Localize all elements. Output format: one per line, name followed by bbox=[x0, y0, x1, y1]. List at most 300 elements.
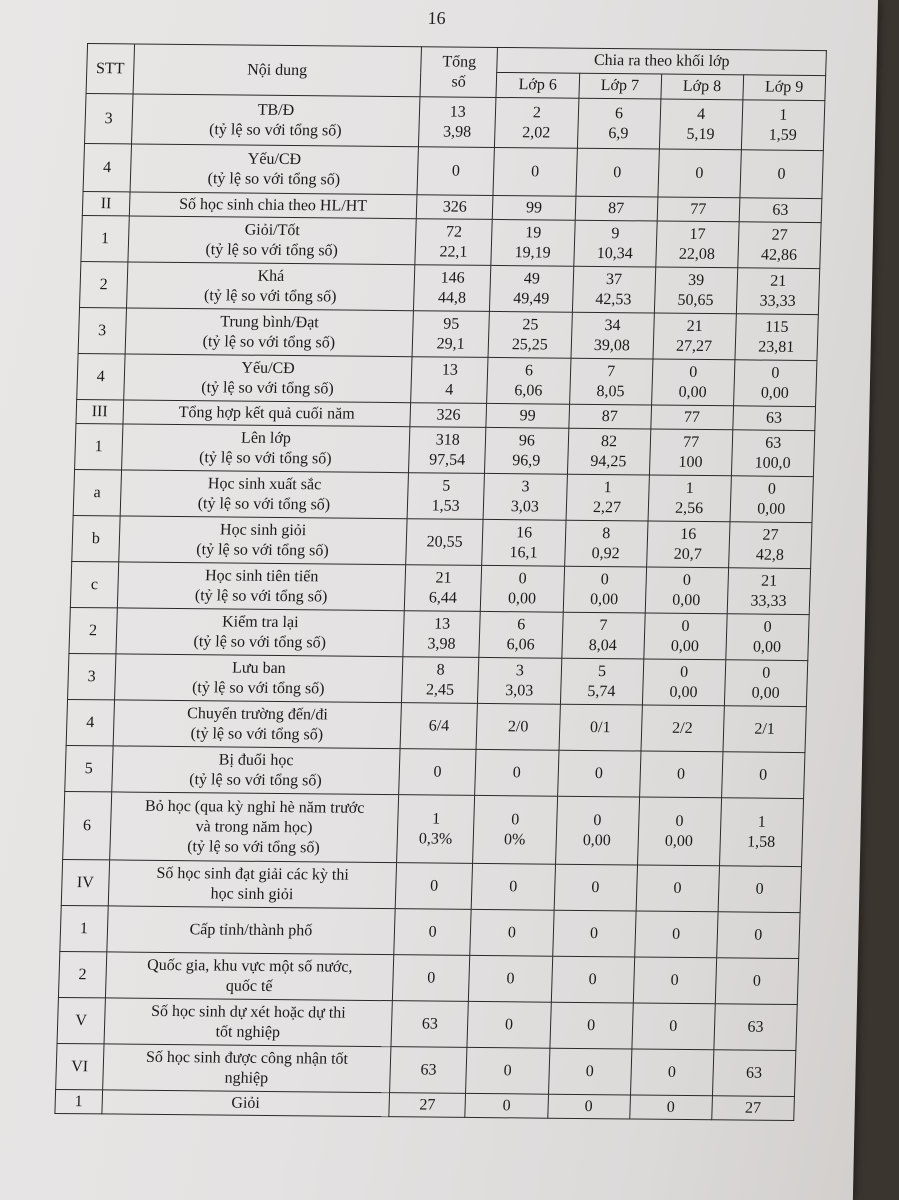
row-total-value: 326 bbox=[442, 197, 468, 216]
table-row bbox=[58, 951, 798, 1004]
table-row bbox=[60, 905, 800, 958]
header-grade-7: Lớp 7 bbox=[578, 73, 661, 99]
row-grade-value: 63 bbox=[765, 434, 782, 452]
row-content bbox=[104, 998, 393, 1047]
row-total bbox=[404, 565, 482, 612]
row-grade-7 bbox=[548, 1048, 632, 1095]
row-grade-7 bbox=[567, 428, 651, 475]
row-grade-6 bbox=[481, 565, 565, 612]
row-total bbox=[392, 955, 470, 1002]
row-total-value: 29,1 bbox=[436, 334, 465, 353]
row-grade-value: 87 bbox=[601, 407, 619, 425]
row-stt: 4 bbox=[77, 353, 125, 399]
row-total-value: 0 bbox=[429, 877, 439, 895]
row-grade-8 bbox=[629, 1095, 712, 1120]
row-total-value: 0,3% bbox=[418, 829, 453, 848]
row-total-value: 5 bbox=[442, 477, 451, 495]
header-grade-8: Lớp 8 bbox=[661, 74, 744, 100]
row-stt: 3 bbox=[85, 94, 133, 144]
row-content-line: (tỷ lệ so với tổng số) bbox=[196, 540, 330, 559]
row-total-value: 27 bbox=[419, 1095, 436, 1114]
row-content bbox=[130, 144, 419, 195]
row-grade-value: 0/1 bbox=[589, 718, 611, 736]
row-total bbox=[409, 427, 487, 474]
row-grade-value: 0 bbox=[502, 1096, 511, 1114]
row-grade-value: 49 bbox=[523, 269, 541, 287]
row-grade-value: 0,00 bbox=[760, 384, 790, 402]
row-grade-value: 1 bbox=[757, 813, 766, 831]
row-grade-6 bbox=[466, 1047, 550, 1094]
row-grade-value: 96,9 bbox=[512, 451, 541, 469]
row-grade-value: 1,59 bbox=[768, 126, 797, 144]
row-content-line: Chuyển trường đến/đi bbox=[186, 704, 329, 723]
row-grade-value: 6 bbox=[517, 615, 526, 633]
row-grade-9 bbox=[741, 100, 825, 151]
row-grade-9 bbox=[739, 198, 822, 223]
row-content bbox=[121, 424, 410, 473]
row-content-line: tốt nghiệp bbox=[215, 1022, 281, 1041]
row-total-value: 21 bbox=[435, 568, 452, 587]
row-grade-7 bbox=[573, 220, 657, 267]
row-content-line: Kiểm tra lại bbox=[221, 612, 299, 631]
row-grade-value: 6 bbox=[614, 104, 624, 122]
row-grade-value: 0 bbox=[681, 617, 690, 635]
row-stt: 1 bbox=[75, 423, 123, 469]
row-grade-value: 0 bbox=[676, 765, 686, 783]
row-content-line: (tỷ lệ so với tổng số) bbox=[202, 332, 336, 351]
row-total bbox=[397, 795, 475, 864]
row-grade-value: 0 bbox=[679, 663, 689, 681]
row-total bbox=[390, 1047, 468, 1094]
row-grade-value: 0,00 bbox=[751, 684, 780, 702]
row-content bbox=[118, 516, 407, 565]
row-grade-value: 0 bbox=[588, 970, 597, 988]
row-content-line: Học sinh giỏi bbox=[219, 520, 307, 539]
row-grade-9 bbox=[730, 476, 814, 523]
row-grade-9 bbox=[736, 268, 820, 315]
row-grade-9 bbox=[712, 1050, 796, 1097]
row-content-line: (tỷ lệ so với tổng số) bbox=[189, 770, 322, 789]
row-grade-value: 8,04 bbox=[588, 636, 618, 654]
row-content-line: Số học sinh chia theo HL/HT bbox=[178, 195, 368, 215]
row-grade-9 bbox=[731, 430, 815, 477]
row-grade-9 bbox=[714, 1004, 798, 1051]
row-grade-value: 39 bbox=[687, 271, 705, 289]
row-grade-6 bbox=[476, 703, 560, 750]
row-grade-value: 0 bbox=[600, 570, 610, 588]
row-content-line: Lên lớp bbox=[240, 429, 292, 447]
row-grade-8 bbox=[658, 149, 742, 198]
row-content-line: Cấp tỉnh/thành phố bbox=[189, 920, 313, 939]
row-total bbox=[417, 147, 495, 196]
table-row bbox=[78, 307, 818, 360]
table-row bbox=[69, 607, 809, 660]
row-total-value: 2,45 bbox=[425, 680, 455, 699]
table-row bbox=[72, 515, 812, 568]
row-stt: 1 bbox=[55, 1089, 102, 1113]
row-total bbox=[414, 265, 492, 312]
row-grade-8 bbox=[657, 197, 740, 222]
row-grade-value: 33,33 bbox=[759, 292, 796, 310]
row-grade-value: 87 bbox=[607, 199, 625, 217]
row-total-value: 0 bbox=[451, 162, 461, 180]
row-content-line: Bị đuổi học bbox=[218, 750, 294, 769]
row-grade-value: 1 bbox=[685, 479, 694, 497]
row-grade-7 bbox=[554, 864, 638, 911]
row-content-line: Yếu/CĐ bbox=[241, 359, 296, 377]
row-stt: VI bbox=[56, 1043, 104, 1089]
row-content-line: Trung bình/Đạt bbox=[219, 312, 320, 331]
row-content-line: (tỷ lệ so với tổng số) bbox=[205, 240, 339, 259]
row-total bbox=[399, 749, 477, 796]
row-grade-9 bbox=[727, 568, 811, 615]
table-body bbox=[55, 94, 825, 1121]
header-total bbox=[420, 47, 498, 98]
table-row bbox=[77, 353, 817, 406]
row-content-line: Giỏi/Tốt bbox=[244, 221, 301, 239]
row-grade-9 bbox=[733, 360, 817, 407]
row-stt: 4 bbox=[83, 144, 131, 192]
row-grade-value: 1 bbox=[603, 478, 612, 496]
row-total bbox=[419, 97, 497, 148]
row-stt: 3 bbox=[78, 307, 126, 353]
row-content-line: Số học sinh được công nhận tốt bbox=[145, 1048, 349, 1068]
row-grade-8 bbox=[645, 567, 729, 614]
row-total-value: 63 bbox=[421, 1014, 439, 1033]
row-content bbox=[102, 1090, 390, 1117]
row-total-value: 8 bbox=[436, 661, 445, 679]
row-grade-value: 0,00 bbox=[752, 638, 782, 656]
row-content bbox=[116, 608, 405, 657]
table-row bbox=[65, 745, 805, 798]
row-grade-value: 94,25 bbox=[590, 452, 627, 470]
row-grade-9 bbox=[718, 866, 802, 913]
row-grade-value: 0,00 bbox=[670, 637, 700, 655]
header-total-line2: số bbox=[451, 73, 467, 91]
row-grade-value: 63 bbox=[765, 409, 783, 427]
row-grade-value: 0 bbox=[671, 925, 681, 943]
row-content-line: (tỷ lệ so với tổng số) bbox=[193, 632, 327, 651]
row-grade-value: 0,00 bbox=[669, 683, 698, 701]
row-grade-6 bbox=[486, 403, 569, 428]
row-grade-8 bbox=[634, 911, 718, 958]
row-content bbox=[131, 94, 420, 147]
row-grade-value: 0 bbox=[594, 764, 604, 782]
row-grade-6 bbox=[493, 195, 576, 220]
row-total-value: 1 bbox=[431, 810, 441, 828]
row-grade-value: 22,08 bbox=[678, 245, 716, 263]
row-grade-value: 16,1 bbox=[509, 543, 538, 561]
row-content-line: nghiệp bbox=[224, 1069, 269, 1087]
row-grade-value: 27,27 bbox=[675, 337, 713, 355]
row-grade-value: 42,86 bbox=[760, 246, 798, 264]
row-total-value: 63 bbox=[420, 1060, 437, 1079]
row-total-value: 95 bbox=[443, 314, 460, 333]
row-stt: 6 bbox=[63, 791, 112, 859]
table-row bbox=[75, 423, 815, 476]
row-grade-value: 42,8 bbox=[755, 546, 785, 564]
row-grade-8 bbox=[637, 797, 721, 866]
row-grade-value: 4 bbox=[696, 105, 706, 123]
row-grade-value: 0 bbox=[612, 163, 622, 181]
row-content-line: TB/Đ bbox=[257, 101, 295, 119]
row-total-value: 20,55 bbox=[426, 532, 463, 551]
row-grade-value: 0 bbox=[666, 1098, 676, 1116]
row-total-value: 0 bbox=[433, 763, 442, 781]
row-grade-value: 6,9 bbox=[608, 124, 629, 142]
row-total-value: 0 bbox=[427, 968, 436, 987]
row-grade-value: 2/2 bbox=[671, 719, 693, 737]
row-grade-value: 3,03 bbox=[510, 497, 540, 515]
row-grade-value: 23,81 bbox=[757, 338, 795, 356]
row-grade-value: 0 bbox=[504, 1015, 514, 1033]
row-grade-value: 2,27 bbox=[592, 498, 622, 516]
table-row bbox=[61, 859, 801, 912]
row-grade-value: 0 bbox=[593, 811, 602, 829]
row-grade-value: 3 bbox=[515, 661, 525, 679]
row-total bbox=[410, 403, 487, 428]
row-grade-8 bbox=[653, 313, 737, 360]
row-grade-8 bbox=[630, 1049, 714, 1096]
row-content bbox=[125, 308, 414, 357]
row-grade-value: 42,53 bbox=[595, 290, 632, 308]
row-grade-6 bbox=[472, 863, 556, 910]
row-grade-value: 115 bbox=[764, 318, 789, 336]
row-grade-6 bbox=[488, 311, 572, 358]
row-grade-6 bbox=[491, 219, 575, 266]
row-grade-9 bbox=[716, 912, 800, 959]
row-grade-6 bbox=[465, 1093, 548, 1118]
row-stt: 2 bbox=[69, 607, 117, 653]
row-content-line: Giỏi bbox=[231, 1094, 261, 1112]
row-grade-value: 0 bbox=[695, 164, 704, 182]
header-grade-split: Chia ra theo khối lớp bbox=[497, 47, 826, 75]
row-total bbox=[412, 311, 490, 358]
row-stt: a bbox=[73, 469, 121, 515]
row-grade-value: 63 bbox=[745, 1064, 763, 1082]
row-stt: 2 bbox=[80, 261, 128, 307]
row-grade-value: 77 bbox=[683, 408, 701, 426]
row-grade-value: 0 bbox=[667, 1063, 677, 1081]
table-row bbox=[63, 791, 804, 866]
row-grade-value: 7 bbox=[599, 616, 608, 634]
row-grade-value: 0 bbox=[586, 1016, 596, 1034]
row-total-value: 146 bbox=[440, 268, 465, 287]
header-total-line1: Tổng bbox=[442, 52, 477, 71]
row-grade-value: 3,03 bbox=[505, 681, 534, 699]
row-content bbox=[126, 262, 415, 311]
row-grade-8 bbox=[649, 429, 733, 476]
row-grade-7 bbox=[552, 910, 636, 957]
row-content-line: Học sinh xuất sắc bbox=[207, 474, 322, 493]
row-content bbox=[123, 354, 412, 403]
row-grade-6 bbox=[485, 427, 569, 474]
row-grade-value: 19,19 bbox=[514, 243, 551, 262]
row-grade-value: 96 bbox=[518, 431, 536, 449]
row-total bbox=[389, 1093, 466, 1118]
row-grade-6 bbox=[479, 611, 563, 658]
row-grade-value: 0 bbox=[584, 1097, 593, 1115]
row-content bbox=[111, 746, 400, 795]
row-grade-value: 0 bbox=[777, 165, 786, 183]
row-total bbox=[406, 519, 484, 566]
row-content bbox=[108, 860, 397, 909]
row-grade-value: 2/0 bbox=[507, 717, 529, 735]
row-content-line: và trong năm học) bbox=[195, 817, 313, 836]
row-total-value: 97,54 bbox=[428, 450, 466, 469]
row-content-line: Yếu/CĐ bbox=[247, 150, 302, 168]
row-total-value: 6,44 bbox=[428, 588, 458, 607]
row-grade-value: 99 bbox=[525, 198, 543, 216]
row-grade-value: 0 bbox=[755, 880, 764, 898]
row-grade-7 bbox=[564, 520, 648, 567]
row-content bbox=[105, 952, 394, 1001]
table-row bbox=[68, 653, 808, 706]
row-grade-7 bbox=[563, 566, 647, 613]
row-grade-value: 0,00 bbox=[672, 591, 701, 609]
row-total-value: 318 bbox=[435, 430, 460, 449]
row-grade-value: 21 bbox=[760, 572, 778, 590]
row-grade-value: 0 bbox=[669, 1017, 678, 1035]
row-grade-value: 27 bbox=[744, 1099, 762, 1117]
row-total bbox=[411, 357, 489, 404]
row-content bbox=[113, 700, 402, 749]
row-grade-7 bbox=[566, 474, 650, 521]
row-grade-value: 0 bbox=[509, 877, 518, 895]
row-grade-value: 8 bbox=[601, 524, 611, 542]
row-grade-9 bbox=[740, 150, 824, 199]
row-grade-7 bbox=[551, 956, 635, 1003]
row-grade-value: 49,49 bbox=[512, 289, 550, 307]
row-content-line: (tỷ lệ so với tổng số) bbox=[197, 494, 331, 513]
row-total-value: 6/4 bbox=[428, 716, 450, 735]
table-row bbox=[80, 261, 820, 314]
row-total-value: 3,98 bbox=[427, 634, 456, 653]
row-grade-value: 100 bbox=[678, 453, 703, 471]
row-total bbox=[400, 703, 478, 750]
row-grade-value: 0 bbox=[763, 618, 772, 636]
row-grade-8 bbox=[643, 613, 727, 660]
row-grade-7 bbox=[547, 1094, 630, 1119]
row-grade-value: 0,00 bbox=[507, 589, 537, 607]
row-grade-8 bbox=[639, 751, 723, 798]
row-grade-value: 0 bbox=[506, 969, 515, 987]
row-total-value: 3,98 bbox=[442, 122, 472, 141]
row-content bbox=[102, 1044, 391, 1093]
row-grade-value: 0,00 bbox=[589, 590, 619, 608]
row-grade-9 bbox=[712, 1096, 795, 1121]
row-total bbox=[394, 909, 472, 956]
row-grade-value: 6 bbox=[524, 361, 534, 379]
row-grade-value: 0,00 bbox=[664, 832, 694, 850]
header-grade-9: Lớp 9 bbox=[743, 75, 826, 101]
page-number: 16 bbox=[427, 8, 446, 28]
header-grade-6: Lớp 6 bbox=[496, 72, 579, 98]
row-grade-value: 0% bbox=[503, 830, 526, 848]
row-grade-value: 21 bbox=[770, 272, 787, 290]
row-total bbox=[407, 473, 485, 520]
row-total-value: 0 bbox=[428, 922, 437, 941]
row-grade-6 bbox=[495, 97, 579, 148]
row-content bbox=[128, 216, 417, 265]
row-grade-8 bbox=[632, 1003, 716, 1050]
row-grade-value: 16 bbox=[680, 525, 697, 543]
row-content-line: Quốc gia, khu vực một số nước, bbox=[146, 956, 353, 976]
row-total-value: 13 bbox=[441, 360, 459, 379]
row-grade-value: 0 bbox=[752, 972, 762, 990]
row-grade-value: 63 bbox=[772, 201, 789, 219]
row-content-line: Lưu ban bbox=[231, 659, 286, 677]
row-stt: IV bbox=[61, 859, 109, 905]
row-grade-value: 50,65 bbox=[677, 291, 714, 309]
row-grade-value: 2/1 bbox=[754, 720, 776, 738]
row-grade-6 bbox=[467, 1001, 551, 1048]
row-stt: 3 bbox=[68, 653, 116, 699]
row-total-value: 13 bbox=[449, 102, 466, 121]
row-grade-9 bbox=[728, 522, 812, 569]
row-grade-6 bbox=[482, 519, 566, 566]
row-grade-value: 0 bbox=[518, 569, 527, 587]
row-content-line: (tỷ lệ so với tổng số) bbox=[186, 837, 320, 856]
row-grade-value: 0 bbox=[530, 162, 540, 180]
row-grade-7 bbox=[570, 312, 654, 359]
row-grade-7 bbox=[555, 796, 639, 865]
row-grade-8 bbox=[641, 705, 725, 752]
row-grade-value: 9 bbox=[611, 224, 620, 242]
row-grade-8 bbox=[655, 221, 739, 268]
row-content-line: (tỷ lệ so với tổng số) bbox=[194, 586, 328, 605]
row-grade-value: 27 bbox=[762, 526, 779, 544]
header-content: Nội dung bbox=[133, 44, 422, 97]
row-content-line: quốc tế bbox=[225, 977, 273, 995]
table-row bbox=[83, 144, 823, 199]
row-content-line: (tỷ lệ so với tổng số) bbox=[207, 169, 341, 188]
row-grade-9 bbox=[724, 660, 808, 707]
row-content bbox=[129, 192, 417, 219]
row-grade-value: 0 bbox=[767, 480, 777, 498]
row-grade-value: 27 bbox=[771, 226, 788, 244]
row-grade-6 bbox=[473, 795, 557, 864]
row-grade-7 bbox=[568, 404, 651, 429]
row-total bbox=[391, 1001, 469, 1048]
row-grade-7 bbox=[557, 750, 641, 797]
row-grade-7 bbox=[569, 358, 653, 405]
row-grade-value: 17 bbox=[689, 225, 706, 243]
row-content-line: (tỷ lệ so với tổng số) bbox=[208, 120, 342, 139]
row-total-value: 22,1 bbox=[439, 242, 468, 261]
row-grade-value: 0 bbox=[591, 878, 600, 896]
row-grade-value: 33,33 bbox=[750, 592, 787, 610]
row-grade-9 bbox=[733, 406, 816, 431]
row-grade-value: 0 bbox=[511, 810, 520, 828]
row-grade-value: 2,02 bbox=[522, 123, 551, 141]
row-grade-7 bbox=[560, 658, 644, 705]
row-grade-8 bbox=[642, 659, 726, 706]
row-grade-value: 0 bbox=[754, 926, 763, 944]
row-grade-value: 2 bbox=[532, 103, 542, 121]
row-grade-7 bbox=[575, 148, 659, 197]
row-grade-6 bbox=[487, 357, 571, 404]
row-content-line: (tỷ lệ so với tổng số) bbox=[201, 378, 334, 397]
row-grade-value: 0,00 bbox=[757, 500, 786, 518]
row-content bbox=[114, 654, 403, 703]
row-grade-value: 0,00 bbox=[678, 383, 707, 401]
row-grade-9 bbox=[735, 314, 819, 361]
row-grade-value: 21 bbox=[686, 317, 703, 335]
table-row bbox=[56, 1043, 796, 1096]
row-total bbox=[416, 195, 493, 220]
row-grade-8 bbox=[636, 865, 720, 912]
